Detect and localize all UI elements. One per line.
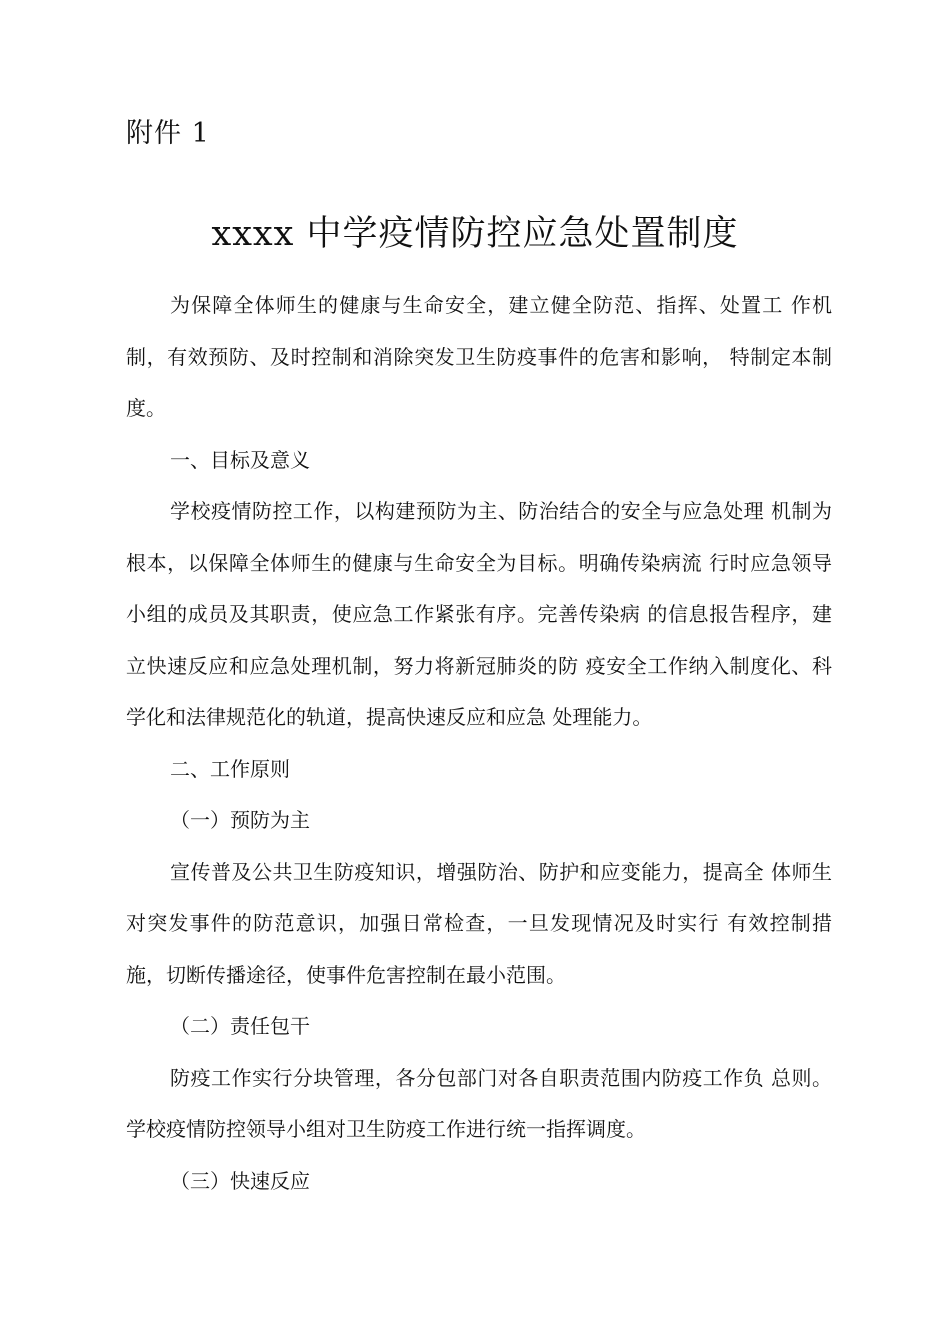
document-title: xxxx 中学疫情防控应急处置制度 [211,214,739,254]
document-body [126,280,832,1207]
subsection-heading-rapid-response: （三）快速反应 [170,1168,310,1193]
section-heading-principles: 二、工作原则 [170,756,290,781]
section-paragraph-goals: 学校疫情防控工作，以构建预防为主、防治结合的安全与应急处理 机制为根本，以保障全体师生的健康与生命安全为目标。明确传染病流 行时应急领导小组的成员及其职责，使应急工作紧张有序。完善传染病 的信息报告程序，建立快速反应和应急处理机制，努力将新冠肺炎的防 疫安全工作纳入制度化、科学化和法律规范化的轨道，提高快速反应和应急 处理能力。 [126,499,832,729]
subsection-heading-responsibility: （二）责任包干 [170,1014,310,1038]
section-heading-goals: 一、目标及意义 [170,447,310,472]
intro-paragraph: 为保障全体师生的健康与生命安全，建立健全防范、指挥、处置工 作机制，有效预防、及时控制和消除突发卫生防疫事件的危害和影响， 特制定本制度。 [126,293,832,420]
subsection-paragraph-responsibility: 防疫工作实行分块管理，各分包部门对各自职责范围内防疫工作负 总则。学校疫情防控领导小组对卫生防疫工作进行统一指挥调度。 [126,1065,832,1141]
subsection-heading-prevention: （一）预防为主 [170,808,310,832]
subsection-paragraph-prevention: 宣传普及公共卫生防疫知识，增强防治、防护和应变能力，提高全 体师生对突发事件的防范意识，加强日常检查，一旦发现情况及时实行 有效控制措施，切断传播途径，使事件危害控制在最小范围。 [126,859,832,987]
attachment-label: 附件 1 [126,118,210,149]
